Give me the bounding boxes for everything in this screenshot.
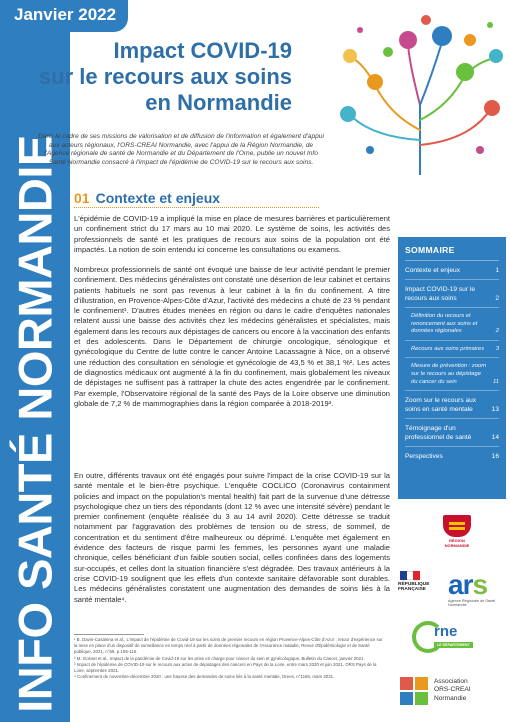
- footnote-2: ² M. Gosset et al., Impact de la pandémie de Covid-19 sur les prise en charge pour cancer du sein et gynécologique, Bulletin du Cancer, janvier 2021.: [74, 655, 365, 661]
- footnote-rule: [74, 634, 144, 635]
- ors-creai-logo: [400, 675, 504, 709]
- toc-page: 3: [495, 345, 499, 352]
- body-paragraph-1: L'épidémie de COVID-19 a impliqué la mise en place de mesures barrières et particulièrement un confinement strict du 17 mars au 10 mai 2020. Le système de soins, les activités des professionnels de santé et les pratiques de recours aux soins de la population ont été impactés. La notion de soin entendu ici concerne les consultations ou examens.: [74, 214, 390, 254]
- ars-logo: [448, 571, 506, 609]
- body-paragraph-3: En outre, différents travaux ont été engagés pour suivre l'impact de la crise COVID-19 sur la santé mentale et le bien-être psychique. L'enquête COCLICO (Coronavirus containment policies and impact on the population's mental health) fait part de la survenue d'une détresse psychologique chez un tiers des répondants (dont 12 % avec une intensité sévère) pendant le premier confinement (enquête réalisée du 3 au 14 avril 2020). Cette détresse se traduit notamment par l'aggravation des problèmes de tension ou de stress, de sommeil, de concentration et du sentiment d'être malheureux ou déprimé. L'enquête met également en évidence des facteurs de risque parmi les femmes, les personnes ayant une maladie chronique, celles bénéficiant d'un faible soutien social, celles confinées dans des logements sur-occupés, et celles dont la situation financière s'est dégradée. Des travaux antérieurs à la crise COVID-19 soulignent que les effets d'un contexte sanitaire défavorable sont durables. Les médecins généralistes constatent une augmentation des demandes de soins liés à la santé mentale⁴.: [74, 471, 390, 604]
- orne-dept-label: LE DÉPARTEMENT: [434, 642, 473, 648]
- french-flag-icon: [400, 571, 420, 580]
- ors-squares-icon: [400, 677, 430, 707]
- toc-item-contexte[interactable]: Contexte et enjeux 1: [405, 261, 499, 280]
- table-of-contents: [398, 237, 506, 499]
- rf-label: RÉPUBLIQUE FRANÇAISE: [398, 582, 430, 593]
- region-label: RÉGION NORMANDIE: [444, 538, 470, 548]
- toc-subitem-depistage[interactable]: Mesure de prévention : zoom sur le recours au dépistage du cancer du sein 11: [405, 358, 499, 391]
- body-paragraph-2: Nombreux professionnels de santé ont évoqué une baisse de leur activité pendant le premier confinement. Des médecins généralistes ont constaté une désertion de leur cabinet et certains patients habituels ne sont pas revenus à leur cabinet à la fin du confinement. A titre d'illustration, en Provence-Alpes-Côte d'Azur, l'activité des médecins a chuté de 23 % pendant le confinement¹. D'autres études menées en région ou dans le cadre d'enquêtes nationales relatent aussi une baisse des activités chez les médecins généralistes et spécialistes, mais également dans les recours aux dépistages de cancers ou encore à la vaccination des enfants et des adolescents. Dans le Département de chirurgie oncologique, sénologique et gynécologique du Centre de lutte contre le cancer Antoine Lacassagne à Nice, on a observé une réduction des consultation en sénologie et gynécologie de 43,5 % et 38,1 %². Les actes de diagnostics médicaux ont augmenté à la fin du confinement, mais globalement les niveaux de dépistages ne suffisent pas à rattraper la chute des actes engendrée par le confinement. Par exemple, l'Observatoire régional de la santé des Pays de la Loire observe une diminution globale de 7,2 % de mammographies dans la région comparée à 2018-2019³.: [74, 265, 390, 408]
- toc-page: 1: [495, 267, 499, 274]
- ars-wordmark: ars: [448, 569, 488, 600]
- title-line-3: en Normandie: [145, 90, 292, 115]
- footnote-4: ⁴ Confinement de novembre-décembre 2020 : une hausse des demandes de soins liés à la santé mentale, Drees, n°1186, mars 2021.: [74, 674, 335, 680]
- toc-title: SOMMAIRE: [405, 245, 499, 261]
- normandie-shield-icon: [443, 515, 471, 537]
- health-tree-illustration: [330, 10, 510, 175]
- page-title: [32, 38, 292, 116]
- toc-page: 13: [491, 406, 499, 414]
- date-label: Janvier 2022: [14, 5, 117, 24]
- orne-logo: [412, 621, 488, 653]
- toc-item-impact[interactable]: Impact COVID-19 sur le recours aux soins 2: [405, 280, 499, 308]
- toc-subitem-soins-primaires[interactable]: Recours aux soins primaires 3: [405, 341, 499, 359]
- title-line-1: Impact COVID-19: [113, 38, 292, 63]
- toc-item-perspectives[interactable]: Perspectives 16: [405, 453, 499, 461]
- republique-francaise-logo: [398, 571, 440, 593]
- toc-page: 2: [495, 295, 499, 302]
- partner-logos: [398, 515, 506, 722]
- section-heading: [74, 190, 220, 208]
- region-normandie-logo: [440, 515, 474, 548]
- toc-page: 2: [495, 328, 499, 335]
- footnotes: [74, 634, 386, 680]
- ars-sublabel: Agence Régionale de Santé Normandie: [448, 599, 496, 607]
- ors-label: Association ORS-CREAI Normandie: [434, 678, 471, 702]
- intro-text: Dans le cadre de ses missions de valorisation et de diffusion de l'information et également d'appui aux acteurs régionaux, l'ORS-CREAI Normandie, avec l'appui de la Région Normandie, de l'Agence régionale de santé de Normandie et du Département de l'Orne, publie un nouvel Info Santé Normandie consacré à l'impact de l'épidémie de COVID-19 sur le recours aux soins.: [38, 133, 324, 166]
- toc-item-sante-mentale[interactable]: Zoom sur le recours aux soins en santé mentale 13: [405, 391, 499, 419]
- toc-page: 16: [491, 453, 499, 461]
- section-divider: [74, 207, 319, 208]
- band-title: INFO SANTÉ NORMANDIE: [8, 135, 62, 713]
- toc-item-temoignage[interactable]: Témoignage d'un professionnel de santé 14: [405, 419, 499, 447]
- toc-subitem-definition[interactable]: Définition du recours et renoncement aux soins et données régionales 2: [405, 308, 499, 341]
- footnote-3: ³ Impact de l'épidémie de COVID-19 sur le recours aux actes de dépistages des cancers en Pays de la Loire, entre mars 2020 et juin 2021, ORS Pays de la Loire, septembre 2021.: [74, 661, 377, 674]
- orne-wordmark: rne: [434, 623, 458, 640]
- footnote-1: ¹ B. Davin-Casalena et al., L'impact de l'épidémie de Covid-19 sur les soins de premier recours en région Provence-Alpes-Côte d'Azur : retour d'expérience sur la mise en place d'un dispositif de surveillance en temps réel à partir de données régionales de l'Assurance maladie, Revue d'Épidémiologie et de Santé publique, 2021, n°69, p.105-115.: [74, 637, 383, 655]
- section-number: 01: [74, 190, 90, 206]
- title-line-2: sur le recours aux soins: [38, 64, 292, 89]
- section-title: Contexte et enjeux: [95, 190, 221, 206]
- toc-page: 14: [491, 434, 499, 442]
- toc-page: 11: [492, 378, 499, 385]
- date-badge: [0, 0, 128, 32]
